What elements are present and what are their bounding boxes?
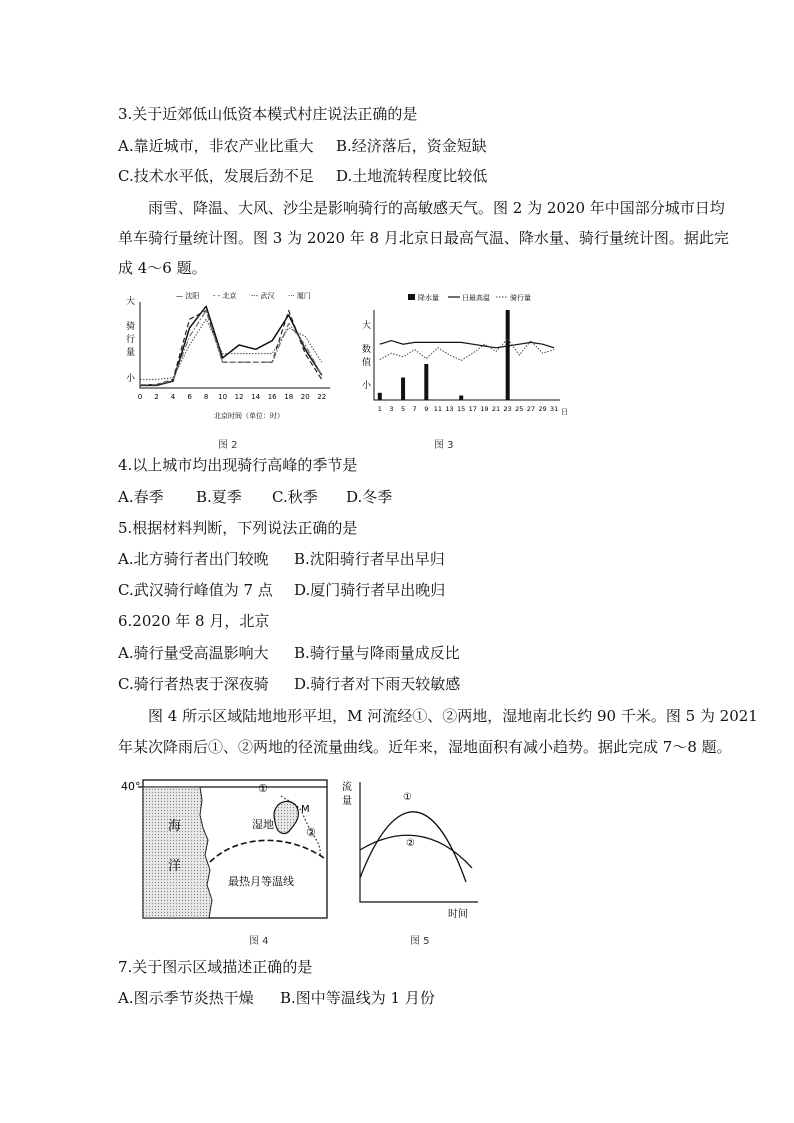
- q3-option-d: D.土地流转程度比较低: [336, 167, 488, 185]
- q5-option-a: A.北方骑行者出门较晚: [118, 550, 269, 568]
- fig3-precip-bar: [459, 396, 463, 401]
- fig3-chart: [356, 288, 576, 423]
- fig2-x-tick: 12: [234, 393, 244, 401]
- fig2-x-tick: 20: [300, 393, 310, 401]
- intro2-line1: 图 4 所示区域陆地地形平坦，M 河流经①、②两地，湿地南北长约 90 千米。图 5 为 2021: [148, 707, 758, 725]
- q7-option-a: A.图示季节炎热干燥: [118, 989, 254, 1007]
- fig3-ylabel-bottom: 小: [362, 381, 372, 391]
- fig3-x-tick: 17: [468, 405, 477, 413]
- fig5-caption: 图 5: [410, 936, 430, 947]
- q3-option-a: A.靠近城市，非农产业比重大: [118, 137, 314, 155]
- q3-option-b: B.经济落后，资金短缺: [336, 137, 487, 155]
- fig5-xlabel: 时间: [448, 909, 468, 920]
- q4-option-a: A.春季: [118, 488, 164, 506]
- fig2-series-3: [140, 311, 322, 385]
- q7-option-b: B.图中等温线为 1 月份: [280, 989, 435, 1007]
- fig3-precip-bar: [378, 393, 382, 400]
- fig2-xlabel: 北京时间（单位：时）: [214, 412, 284, 420]
- fig4-isotherm: [210, 840, 324, 862]
- fig3-x-tick: 5: [400, 405, 406, 413]
- intro2-line2: 年某次降雨后①、②两地的径流量曲线。近年来，湿地面积有减小趋势。据此完成 7～8 题。: [118, 738, 732, 756]
- q4-option-d: D.冬季: [346, 488, 393, 506]
- fig2-series-2: [140, 311, 322, 385]
- fig2-legend-4: ··· 厦门: [288, 292, 311, 300]
- fig3-x-ticks: [378, 405, 559, 413]
- q6-option-c: C.骑行者热衷于深夜骑: [118, 675, 269, 693]
- fig2-ylabel-3: 量: [126, 348, 136, 358]
- q4-option-b: B.夏季: [196, 488, 242, 506]
- fig3-x-tick: 29: [538, 405, 547, 413]
- fig4-point-2: ②: [306, 826, 316, 839]
- fig3-ride-line: [380, 339, 554, 361]
- figure-4: [118, 770, 333, 922]
- q6-option-a: A.骑行量受高温影响大: [118, 644, 269, 662]
- fig4-river-label: M: [301, 804, 310, 815]
- fig4-caption: 图 4: [249, 936, 269, 947]
- fig2-plot-area: [140, 302, 330, 388]
- fig3-x-tick: 7: [412, 405, 417, 413]
- fig2-x-tick: 0: [137, 393, 143, 401]
- fig4-sea-label-1: 海: [168, 819, 182, 834]
- fig2-legend-2: - - 北京: [213, 292, 237, 300]
- fig2-x-tick: 4: [170, 393, 176, 401]
- fig4-point-1: ①: [258, 782, 268, 795]
- fig5-curve-2: [360, 835, 472, 868]
- fig2-axes: [140, 302, 330, 388]
- q6-option-b: B.骑行量与降雨量成反比: [294, 644, 460, 662]
- fig3-x-tick: 3: [389, 405, 394, 413]
- intro1-line3: 成 4～6 题。: [118, 259, 207, 277]
- fig2-series-1: [140, 306, 322, 385]
- fig3-precip-bar: [401, 378, 405, 401]
- fig2-ylabel-bottom: 小: [126, 374, 136, 384]
- fig4-sea-label-2: 洋: [168, 859, 182, 874]
- fig2-x-ticks: [138, 393, 326, 401]
- q4-option-c: C.秋季: [272, 488, 318, 506]
- fig2-legend-1: — 沈阳: [176, 292, 200, 300]
- figure-2: [118, 288, 338, 423]
- fig3-ylabel-1: 数: [362, 345, 372, 355]
- fig5-axes: [360, 782, 478, 902]
- fig3-legend-precip: 降水量: [418, 294, 439, 302]
- fig2-x-tick: 16: [267, 393, 277, 401]
- fig4-latitude-label: 40°: [121, 780, 141, 793]
- fig3-x-tick: 13: [445, 405, 454, 413]
- fig2-ylabel-2: 行: [126, 335, 136, 345]
- fig3-x-tick: 23: [503, 405, 512, 413]
- q3-option-c: C.技术水平低，发展后劲不足: [118, 167, 314, 185]
- q7-stem: 7.关于图示区域描述正确的是: [118, 958, 313, 976]
- fig2-x-tick: 8: [203, 393, 209, 401]
- fig3-ylabel-2: 值: [362, 358, 372, 368]
- fig3-x-tick: 31: [550, 405, 559, 413]
- fig5-ylabel-1: 流: [342, 782, 352, 793]
- fig3-x-tick: 9: [424, 405, 429, 413]
- fig3-x-tick: 19: [480, 405, 489, 413]
- fig3-x-tick: 21: [491, 405, 501, 413]
- fig3-legend-ride: 骑行量: [510, 294, 531, 302]
- fig3-x-tick: 27: [526, 405, 536, 413]
- fig2-ylabel-1: 骑: [126, 322, 136, 332]
- fig2-chart: [118, 288, 338, 423]
- fig3-legend-temp: 日最高温: [462, 294, 490, 302]
- fig2-ylabel-top: 大: [126, 297, 136, 307]
- fig5-curve-2-label: ②: [406, 838, 415, 849]
- fig4-map: [118, 770, 333, 922]
- q6-option-d: D.骑行者对下雨天较敏感: [294, 675, 461, 693]
- intro1-line1: 雨雪、降温、大风、沙尘是影响骑行的高敏感天气。图 2 为 2020 年中国部分城市日均: [148, 199, 725, 217]
- fig2-caption: 图 2: [218, 440, 238, 451]
- fig4-isotherm-label: 最热月等温线: [228, 875, 294, 888]
- q4-stem: 4.以上城市均出现骑行高峰的季节是: [118, 456, 358, 474]
- q5-stem: 5.根据材料判断，下列说法正确的是: [118, 519, 358, 537]
- fig5-chart: [336, 770, 486, 922]
- q3-stem: 3.关于近郊低山低资本模式村庄说法正确的是: [118, 105, 418, 123]
- q5-option-c: C.武汉骑行峰值为 7 点: [118, 581, 273, 599]
- fig5-curve-1-label: ①: [403, 792, 412, 803]
- figure-5: [336, 770, 486, 922]
- fig2-x-tick: 22: [317, 393, 327, 401]
- fig3-precip-bar: [424, 364, 428, 400]
- intro1-line2: 单车骑行量统计图。图 3 为 2020 年 8 月北京日最高气温、降水量、骑行量统计图。据此完: [118, 229, 729, 247]
- fig2-x-tick: 10: [218, 393, 228, 401]
- figure-3: [356, 288, 576, 423]
- fig3-x-tick: 15: [457, 405, 466, 413]
- fig4-ocean: [143, 787, 212, 918]
- fig2-x-tick: 2: [154, 393, 159, 401]
- q5-option-d: D.厦门骑行者早出晚归: [294, 581, 446, 599]
- fig3-plot-area: [374, 310, 560, 400]
- fig3-x-unit: 日: [561, 408, 568, 416]
- fig3-legend-swatch-precip: [408, 294, 415, 300]
- fig2-x-tick: 6: [187, 393, 192, 401]
- fig3-x-tick: 25: [515, 405, 524, 413]
- q5-option-b: B.沈阳骑行者早出早归: [294, 550, 445, 568]
- fig3-ylabel-top: 大: [362, 321, 372, 331]
- fig3-x-tick: 11: [433, 405, 443, 413]
- fig5-ylabel-2: 量: [342, 796, 352, 807]
- fig4-wetland: [274, 801, 298, 833]
- fig3-x-tick: 1: [377, 405, 382, 413]
- fig4-wetland-label: 湿地: [252, 818, 274, 831]
- fig2-x-tick: 14: [251, 393, 261, 401]
- fig3-caption: 图 3: [434, 440, 454, 451]
- fig2-legend-3: -·- 武汉: [251, 292, 275, 300]
- fig3-precip-bar: [506, 310, 510, 400]
- q6-stem: 6.2020 年 8 月，北京: [118, 612, 270, 630]
- fig2-x-tick: 18: [284, 393, 294, 401]
